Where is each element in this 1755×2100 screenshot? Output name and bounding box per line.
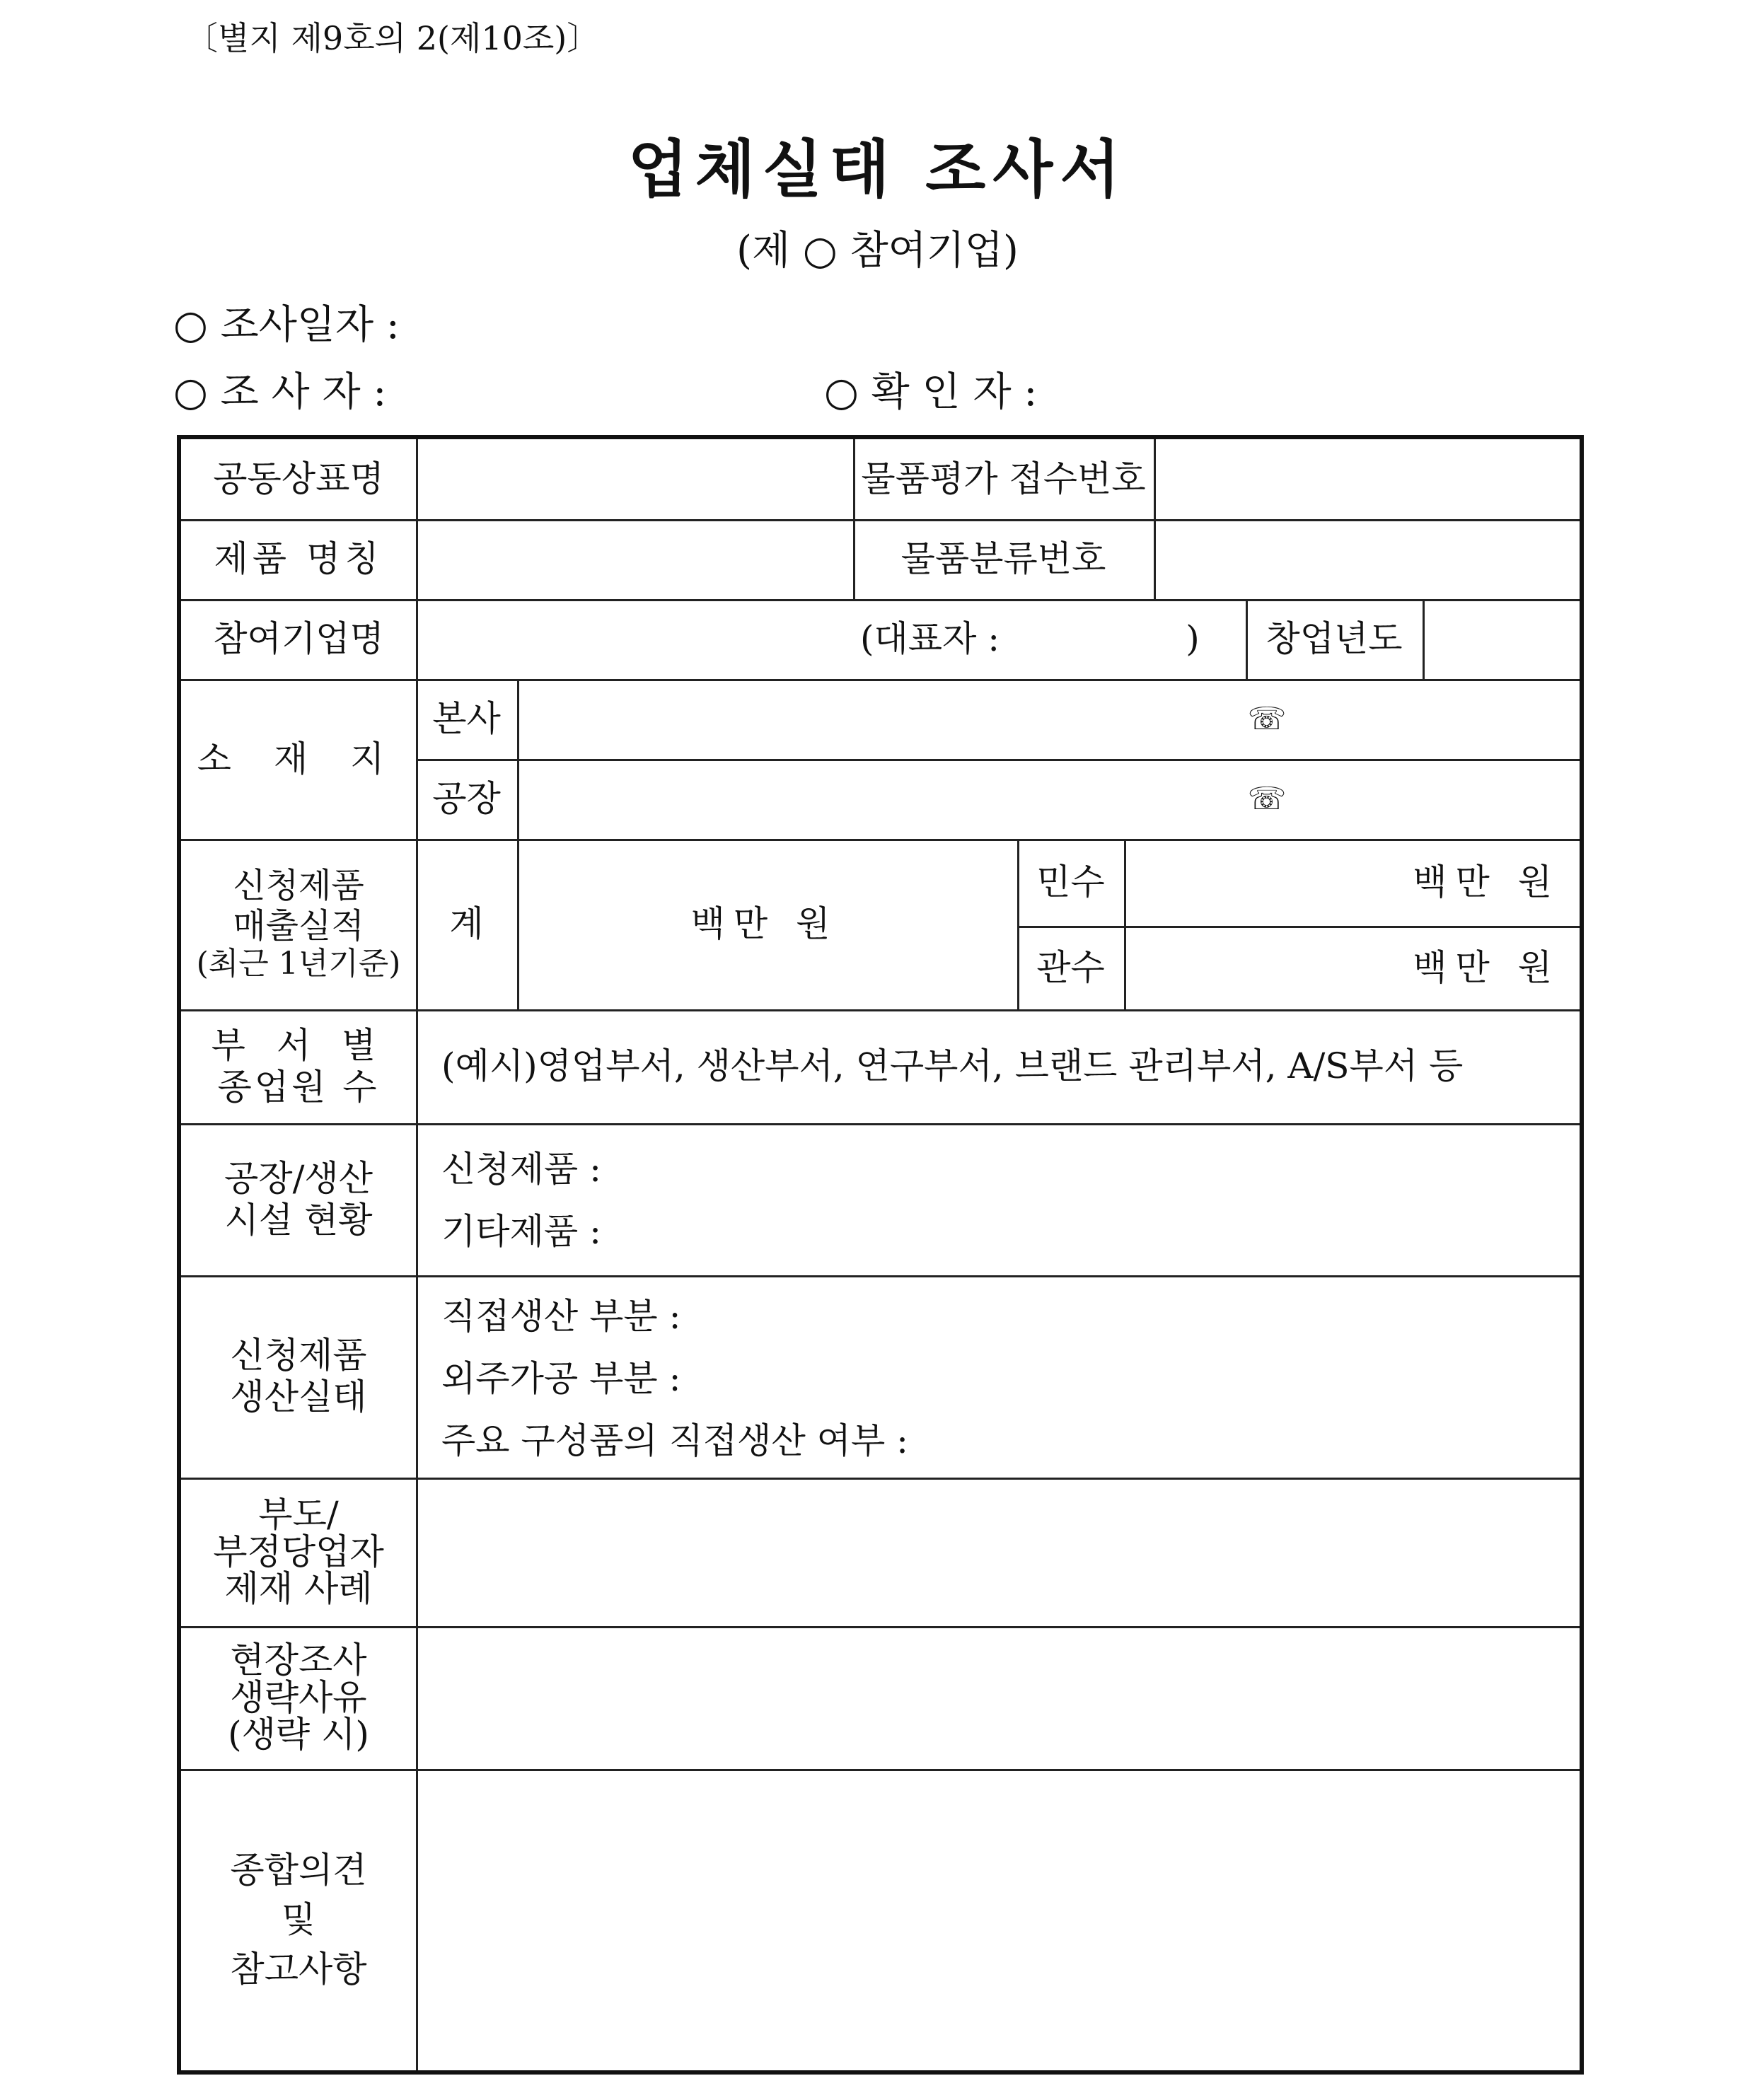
facility-line: 기타제품 : [441,1211,601,1252]
column-divider [1154,439,1156,599]
survey-date-field: ○ 조사일자 : [173,302,400,348]
location-label: 소 재 지 [197,738,400,779]
opinion-label-line: 참고사항 [230,1949,367,1990]
facility-line: 신청제품 : [441,1149,601,1190]
representative-label: (대표자 : [860,618,1000,659]
sales-record-label [181,839,416,1009]
total-label: 계 [449,903,484,944]
sanction-label [181,1478,416,1626]
phone-icon: ☏ [1247,780,1287,817]
production-label [181,1275,416,1478]
phone-icon: ☏ [1247,700,1287,737]
private-sales-label: 민수 [1036,862,1105,903]
sanction-label-line: 제재 사례 [224,1568,373,1610]
government-unit: 백만 원 [1413,946,1560,988]
sales-label-line: (최근 1년기준) [196,946,401,982]
head-office-label: 본사 [432,698,501,739]
omission-label-line: 생략사유 [230,1676,367,1718]
column-divider [517,679,519,1009]
employees-label [181,1009,416,1123]
omission-label-line: (생략 시) [228,1714,369,1756]
sanction-label-line: 부도/ [258,1494,339,1536]
production-line: 주요 구성품의 직접생산 여부 : [441,1420,909,1461]
government-sales-label: 관수 [1036,946,1105,988]
representative-close: ) [1186,618,1200,659]
column-divider [1423,599,1425,679]
production-line: 직접생산 부분 : [441,1296,681,1337]
opinion-label [181,1769,416,2070]
form-reference-note: 〔별지 제9호의 2(제10조)〕 [185,19,600,57]
employees-label-line: 종업원 수 [217,1066,380,1108]
document-subtitle: (제 ○ 참여기업) [736,228,1019,274]
receipt-number-label: 물품평가 접수번호 [861,458,1146,499]
company-name-label: 참여기업명 [213,618,384,659]
sales-label-line: 매출실적 [233,905,364,946]
private-unit: 백만 원 [1413,862,1560,903]
production-label-line: 생산실태 [230,1376,367,1417]
facility-label-line: 시설 현황 [224,1199,373,1241]
production-label-line: 신청제품 [230,1335,367,1376]
factory-label: 공장 [432,778,501,819]
opinion-label-line: 종합의견 [230,1850,367,1891]
sales-label-line: 신청제품 [233,865,364,905]
omission-reason-label [181,1626,416,1769]
document-title: 업체실태 조사서 [627,132,1128,206]
employees-example: (예시)영업부서, 생산부서, 연구부서, 브랜드 관리부서, A/S부서 등 [441,1045,1464,1086]
total-unit: 백만 원 [690,903,839,944]
sanction-label-line: 부정당업자 [213,1531,384,1572]
production-line: 외주가공 부분 : [441,1358,681,1399]
facility-details [441,1138,601,1263]
survey-table [177,435,1584,2075]
row-divider [418,759,1580,761]
production-details [441,1285,908,1472]
investigator-field: ○ 조 사 자 : [173,369,387,415]
facility-label [181,1123,416,1275]
product-name-label: 제품 명칭 [214,538,383,579]
employees-label-line: 부 서 별 [211,1024,386,1066]
facility-label-line: 공장/생산 [224,1157,373,1199]
founding-year-label: 창업년도 [1265,618,1403,659]
confirmer-field: ○ 확 인 자 : [824,369,1038,415]
classification-number-label: 물품분류번호 [900,538,1106,579]
omission-label-line: 현장조사 [230,1640,367,1681]
joint-brand-label: 공동상표명 [213,458,384,499]
opinion-label-line: 및 [281,1899,316,1940]
